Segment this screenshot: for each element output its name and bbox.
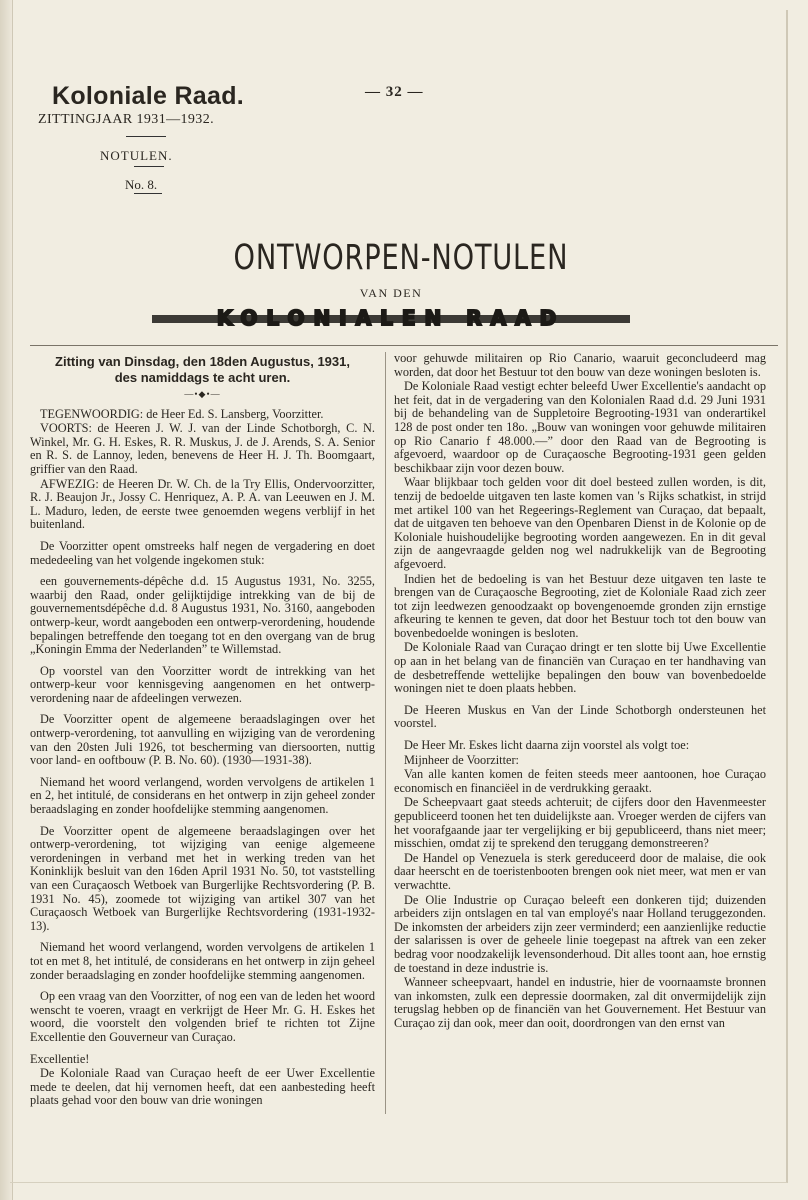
- paragraph: De Handel op Venezuela is sterk gereduceerd door de malaise, die ook daar heerscht en de toeristenbooten brengen ook niet meer, wat men er van verwachtte.: [394, 850, 766, 892]
- header-number: No. 8.: [125, 177, 158, 192]
- paragraph: Op een vraag van den Voorzitter, of nog een van de leden het woord wenscht te voeren, vraagt en verkrijgt de Heer Mr. G. H. Eskes het woord, die voorstelt den volgenden brief te richten tot Zijne Excellentie den Gouverneur van Curaçao.: [30, 989, 375, 1044]
- header-year: ZITTINGJAAR 1931—1932.: [38, 112, 215, 127]
- paragraph: De Koloniale Raad van Curaçao heeft de eer Uwer Excellentie mede te deelen, dat hij vernomen heeft, dat een aanbesteding heeft plaats gehad voor den bouw van drie woningen: [30, 1066, 375, 1108]
- paragraph: een gouvernements-dépêche d.d. 15 Augustus 1931, No. 3255, waarbij den Raad, onder gelijktijdige intrekking van de bij de gouvernementsdépêche d.d. 8 Augustus 1931, No. 3160, aangeboden ontwerp-keur, wordt aangeboden een ontwerp-verordening, houdende bepalingen betreffende den toegang tot en den overgang van de brug „Koningin Emma der Nederlanden” te Willemstad.: [30, 574, 375, 657]
- header-rule: [134, 193, 162, 194]
- paragraph: De Koloniale Raad vestigt echter beleefd Uwer Excellentie's aandacht op het feit, dat in de vergadering van den Kolonialen Raad d.d. 29 Juni 1931 bij de behandeling van de Suppletoire Begrooting-1931 van onderartikel 128 de post onder ten 18o. „Bouw van woningen voor gehuwde militairen op Rio Canario f 48.000.—” door den Raad van de Begrooting is afgevoerd, waardoor op de Curaçaosche Begrooting-1931 geen gelden beschikbaar zijn voor dezen bouw.: [394, 379, 766, 475]
- paragraph: Op voorstel van den Voorzitter wordt de intrekking van het ontwerp-keur voor kennisgeving aangenomen en het ontwerp-verordening naar de afdeelingen verwezen.: [30, 663, 375, 705]
- header-org: Koloniale Raad.: [52, 82, 245, 110]
- header-section: NOTULEN.: [100, 148, 173, 163]
- paragraph: De Heer Mr. Eskes licht daarna zijn voorstel als volgt toe:: [404, 738, 690, 753]
- paragraph: De Scheepvaart gaat steeds achteruit; de cijfers door den Havenmeester gepubliceerd toonen het ten duidelijkste aan. Vroeger werden de cijfers van het voorafgaande jaar ter vergelijking er bij gepubliceerd, thans niet meer; misschien, omdat zij te sprekend den teruggang demonstreeren?: [394, 795, 766, 851]
- column-divider: [385, 352, 386, 1114]
- paragraph: Niemand het woord verlangend, worden vervolgens de artikelen 1 tot en met 8, het intitulé, de considerans en het ontwerp in zijn geheel zonder beraadslaging en zonder hoofdelijke stemming aangenomen.: [30, 940, 375, 982]
- paragraph: De Koloniale Raad van Curaçao dringt er ten slotte bij Uwe Excellentie op aan in het belang van de financiën van Curaçao en ter handhaving van de desbetreffende wettelijke bepalingen den bouw van bovenbedoelde woningen niet te doen plaats hebben.: [394, 640, 766, 696]
- masthead-raad-text: KOLONIALEN RAAD: [216, 306, 566, 330]
- paragraph: Excellentie!: [30, 1051, 90, 1066]
- paragraph: De Olie Industrie op Curaçao beleeft een donkeren tijd; duizenden arbeiders zijn ontslagen en tal van employé's naar Holland teruggezonden. De inkomsten der arbeiders zijn zeer verminderd; een aanzienlijke reductie der salarissen is over de geheele linie toegepast na aftrek van een zeker bedrag voor noodzakelijk levensonderhoud. Dit alles toont aan, hoe ernstig de toestand in deze industrie is.: [394, 892, 766, 975]
- right-column: [394, 352, 766, 1032]
- page-number: — 32 —: [365, 84, 424, 100]
- paragraph: VOORTS: de Heeren J. W. J. van der Linde Schotborgh, C. N. Winkel, Mr. G. H. Eskes, R. R. Muskus, J. de J. Arends, S. A. Senior en R. S. de Lannoy, leden, benevens de Heer H. J. Th. Boomgaart, griffier van den Raad.: [30, 421, 375, 476]
- masthead-raad: [152, 306, 630, 332]
- paragraph: Indien het de bedoeling is van het Bestuur deze uitgaven ten laste te brengen van de Curaçaosche Begrooting, ziet de Koloniale Raad zich zeer tot zijn leedwezen genoodzaakt op bovengenoemde gronden zijn ernstige afkeuring te kennen te geven, dat door het Bestuur toch tot den bouw van bovenbedoelde woningen is besloten.: [394, 571, 766, 640]
- header-rule: [134, 166, 164, 167]
- paragraph: Wanneer scheepvaart, handel en industrie, hier de voornaamste bronnen van inkomsten, zulk een depressie doormaken, zal dit onvermijdelijk zijn terugslag hebben op de financiën van het Gouvernement. Het Bestuur van Curaçao zij dan ook, meer dan ooit, doordrongen van den ernst van: [394, 975, 766, 1030]
- session-line-1: Zitting van Dinsdag, den 18den Augustus, 1931,: [55, 354, 350, 369]
- left-column: [30, 352, 375, 1109]
- session-heading: [30, 354, 375, 386]
- paragraph: voor gehuwde militairen op Rio Canario, waaruit geconcludeerd mag worden, dat door het Bestuur tot den bouw van deze woningen besloten is.: [394, 351, 766, 379]
- header-rule: [126, 136, 166, 137]
- paragraph: De Voorzitter opent de algemeene beraadslagingen over het ontwerp-verordening, tot wijziging van eenige algemeene verordeningen in verband met het in werking treden van het Koninklijk besluit van den 16den April 1931 No. 50, tot vaststelling van een Curaçaosch Wetboek van Burgerlijke Rechtsvordering (P. B. 1931 No. 45), zoomede tot wijziging van artikel 307 van het Curaçaosch Wetboek van Burgerlijke Rechtsvordering (1931-1932-13).: [30, 823, 375, 933]
- paragraph: TEGENWOORDIG: de Heer Ed. S. Lansberg, Voorzitter.: [40, 406, 324, 421]
- session-line-2: des namiddags te acht uren.: [114, 370, 291, 385]
- paragraph: Waar blijkbaar toch gelden voor dit doel besteed zullen worden, is dit, tenzij de bedoelde uitgaven ten laste komen van 's Rijks schatkist, in strijd met artikel 100 van het Regeerings-Reglement van Curaçao, dat bepaalt, dat de uitgaven ten behoeve van den Openbaren Dienst in de Kolonie op de Koloniale huishoudelijke begrooting worden aangewezen. En in dit geval zijn de aangevraagde gelden nog wel nadrukkelijk van de Begrooting afgevoerd.: [394, 475, 766, 571]
- masthead-title: ONTWORPEN-NOTULEN: [233, 238, 569, 278]
- section-divider: [30, 345, 778, 346]
- paragraph: Mijnheer de Voorzitter:: [404, 752, 519, 767]
- paragraph: De Voorzitter opent de algemeene beraadslagingen over het ontwerp-verordening, tot aanvulling en wijziging van de verordening van den 20sten Juli 1926, tot bescherming van diersoorten, nuttig voor land- en ooftbouw (P. B. No. 60). (1930—1931-38).: [30, 712, 375, 768]
- paragraph: AFWEZIG: de Heeren Dr. W. Ch. de la Try Ellis, Ondervoorzitter, R. J. Beaujon Jr., Jossy C. Henriquez, A. P. A. van Leeuwen en J. M. L. Maduro, leden, de eerste twee genoemden wegens verblijf in het buitenland.: [30, 476, 375, 532]
- paragraph: De Voorzitter opent omstreeks half negen de vergadering en doet mededeeling van het volgende ingekomen stuk:: [30, 538, 375, 567]
- paragraph: Van alle kanten komen de feiten steeds meer aantoonen, hoe Curaçao economisch en financiëel in de verdrukking geraakt.: [394, 767, 766, 795]
- masthead-van-den: VAN DEN: [359, 286, 423, 300]
- ornament: —•◆•—: [184, 389, 221, 399]
- paragraph: Niemand het woord verlangend, worden vervolgens de artikelen 1 en 2, het intitulé, de considerans en het ontwerp in zijn geheel zonder beraadslaging en zonder hoofdelijke stemming aangenomen.: [30, 774, 375, 817]
- paragraph: De Heeren Muskus en Van der Linde Schotborgh ondersteunen het voorstel.: [394, 702, 766, 731]
